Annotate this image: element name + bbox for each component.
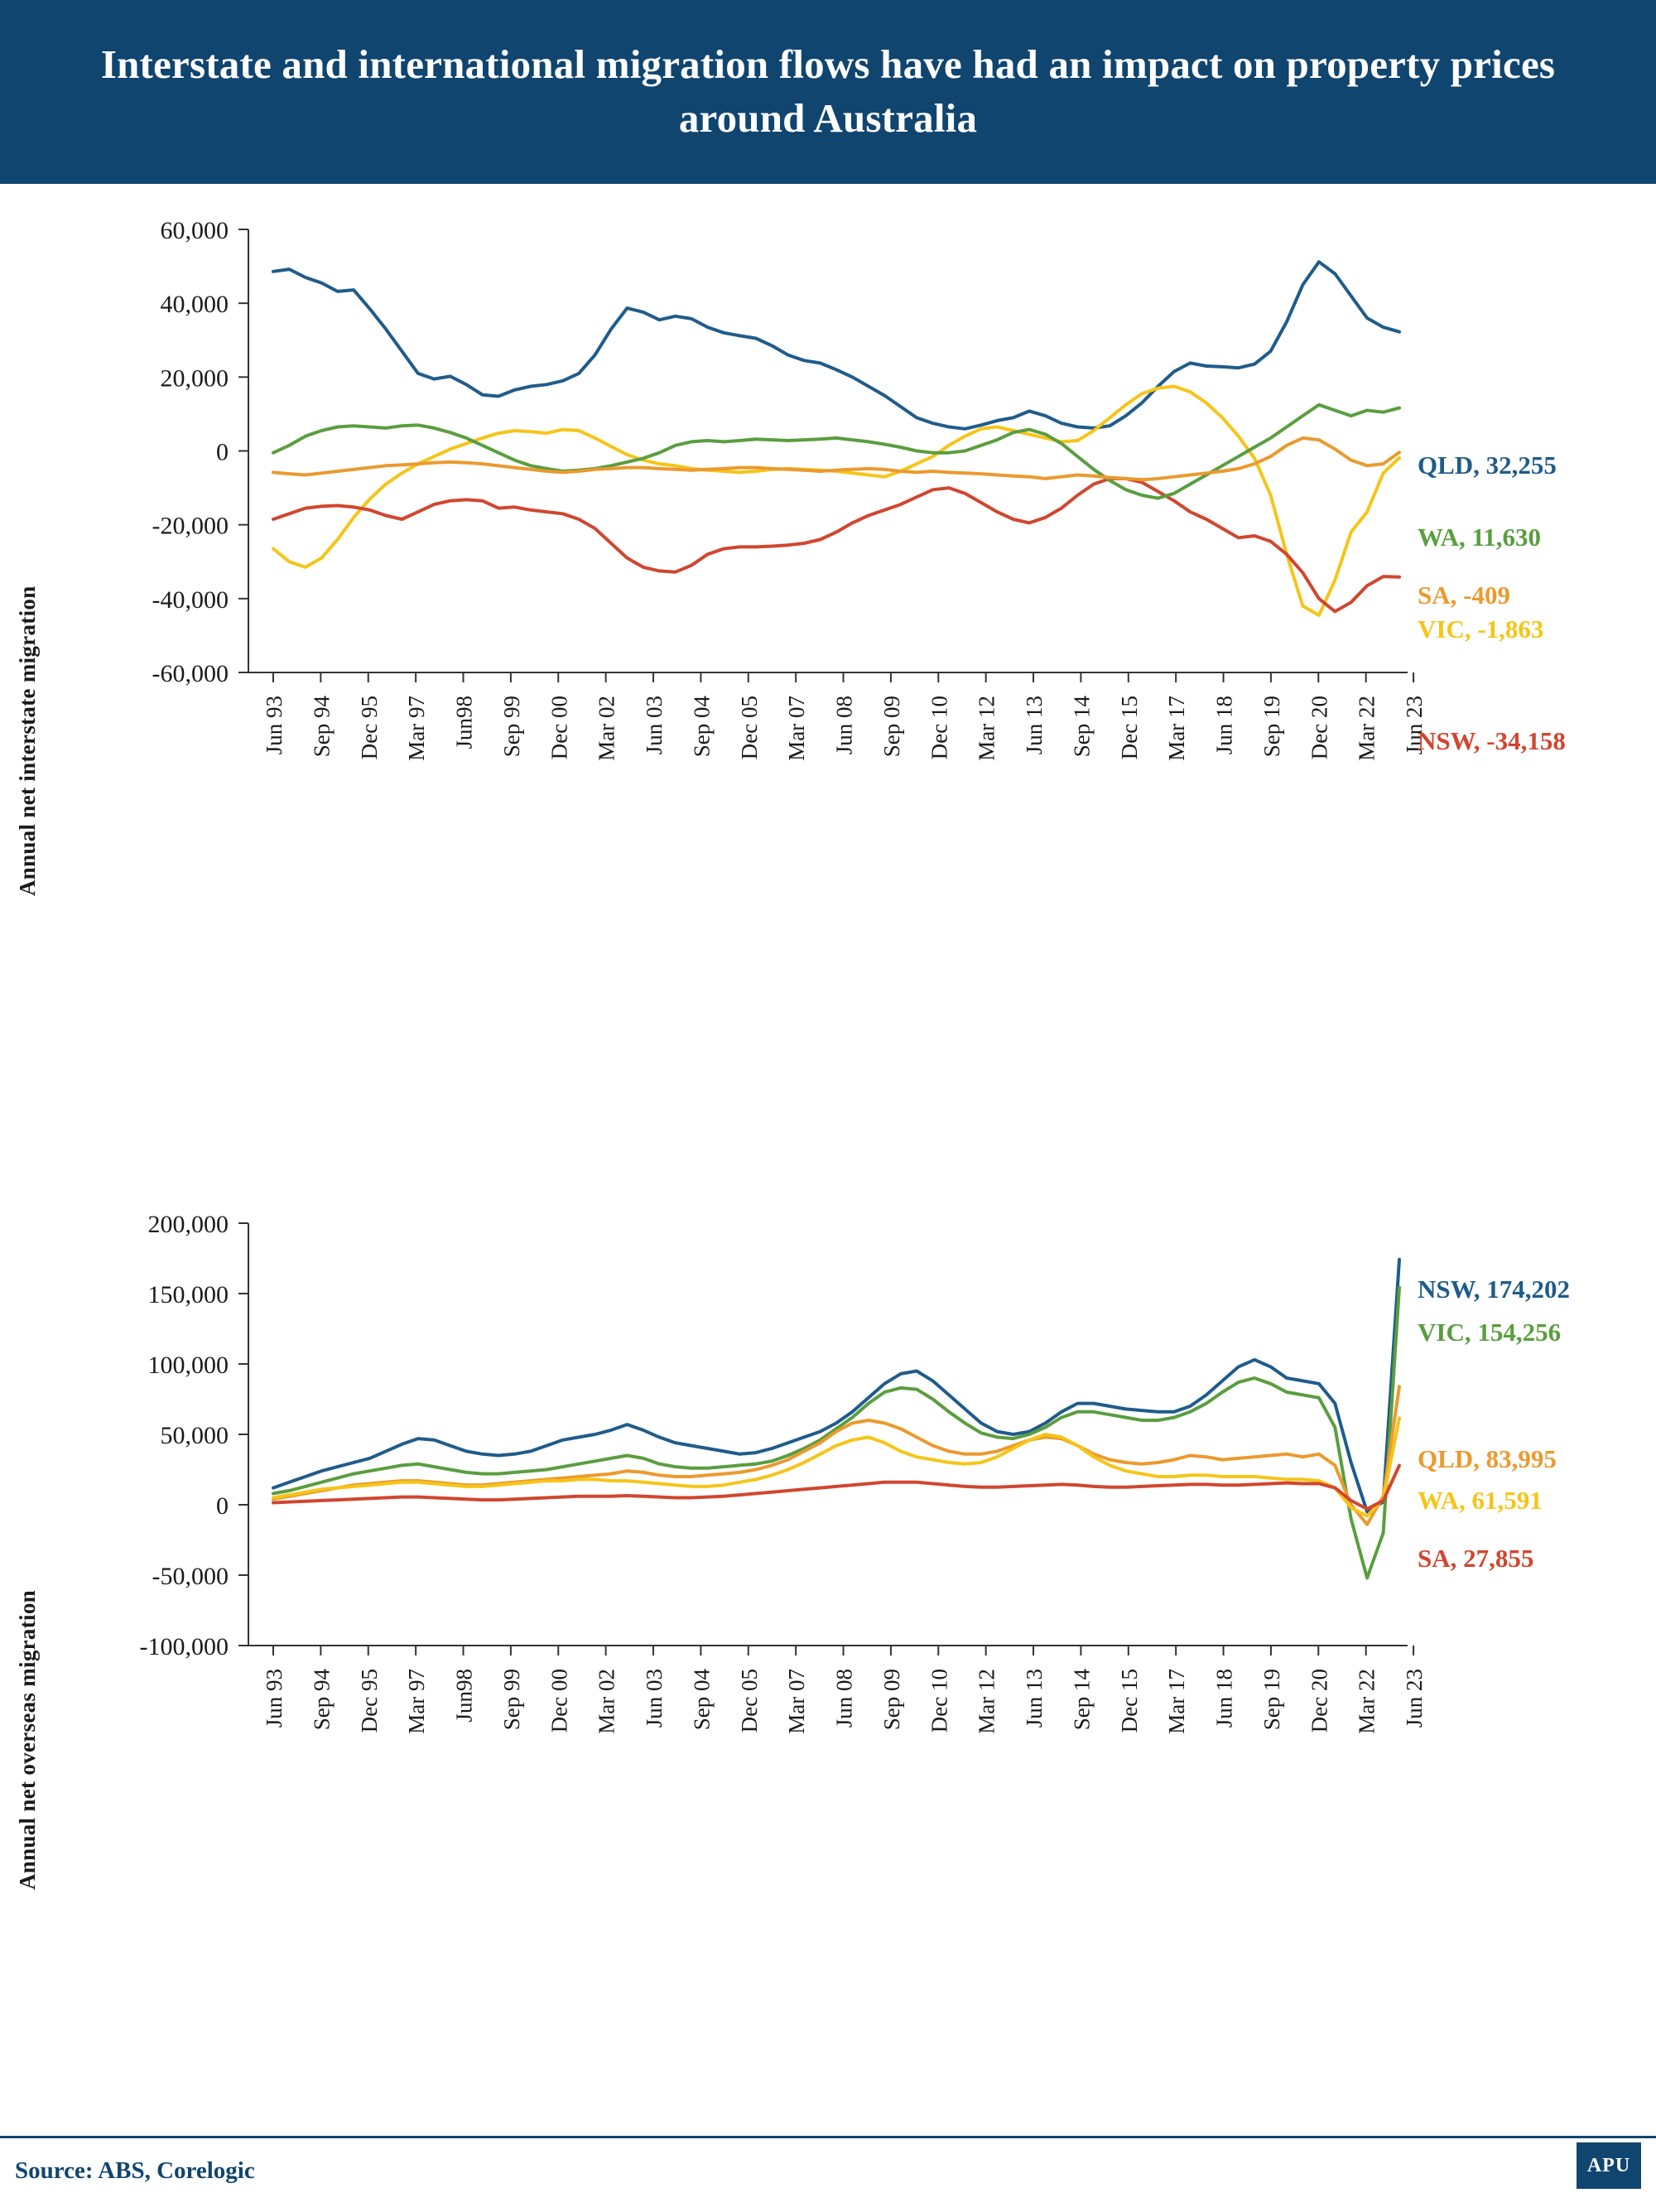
chart-interstate-migration [0,184,1656,1178]
x-tick-label: Sep 99 [498,1669,524,1731]
x-tick-label: Dec 10 [927,1669,952,1733]
x-tick-label: Jun 03 [642,1669,667,1728]
series-annotation: NSW, 174,202 [1418,1275,1571,1304]
y-tick-label: 0 [216,438,229,466]
series-annotation: QLD, 83,995 [1418,1444,1557,1473]
x-tick-label: Dec 20 [1307,1669,1332,1733]
apu-logo: APU [1577,2142,1641,2189]
series-line-sa [273,1466,1399,1510]
x-tick-label: Dec 10 [927,696,952,760]
y-tick-label: 40,000 [160,291,229,319]
x-tick-label: Dec 95 [356,696,382,760]
series-line-qld [273,1386,1399,1525]
x-tick-label: Mar 02 [594,1669,619,1734]
series-line-vic [273,387,1399,615]
x-tick-label: Sep 19 [1259,696,1284,758]
x-tick-label: Mar 22 [1354,696,1379,761]
y-tick-label: 100,000 [147,1352,229,1379]
x-tick-label: Mar 07 [784,695,810,761]
x-tick-label: Dec 20 [1307,696,1332,760]
y-tick-label: 200,000 [147,1211,229,1238]
x-tick-label: Sep 09 [879,1669,904,1731]
x-tick-label: Jun 93 [262,1669,286,1728]
x-tick-label: Jun 93 [262,696,286,755]
y-tick-label: -20,000 [152,512,229,540]
page-title: Interstate and international migration flows have had an impact on property prices around Australia [100,41,1556,141]
chart2-y-axis-label: Annual net overseas migration [15,1590,40,1890]
y-tick-label: -60,000 [152,660,229,687]
x-tick-label: Jun 23 [1402,696,1427,755]
series-line-nsw [273,479,1399,612]
series-annotation: SA, -409 [1418,581,1510,610]
x-tick-label: Dec 00 [546,696,572,760]
x-tick-label: Sep 09 [879,696,904,758]
x-tick-label: Mar 17 [1164,1669,1190,1734]
series-line-qld [273,262,1399,429]
x-tick-label: Jun 13 [1022,696,1047,755]
x-tick-label: Dec 00 [546,1669,572,1733]
chart-overseas-migration [0,1178,1656,2155]
x-tick-label: Dec 15 [1116,696,1142,760]
series-annotation: WA, 11,630 [1418,523,1541,552]
x-tick-label: Mar 97 [404,696,430,761]
x-tick-label: Sep 04 [689,696,715,758]
y-tick-label: 150,000 [147,1281,229,1308]
y-tick-label: -100,000 [139,1633,229,1660]
series-annotation: VIC, -1,863 [1418,614,1544,643]
x-tick-label: Dec 15 [1116,1669,1142,1733]
x-tick-label: Dec 05 [736,696,762,760]
footer [0,2136,1656,2212]
x-tick-label: Mar 17 [1164,696,1190,761]
series-annotation: QLD, 32,255 [1418,451,1557,480]
y-tick-label: 50,000 [160,1422,229,1449]
series-annotation: NSW, -34,158 [1418,726,1566,755]
y-tick-label: 0 [216,1492,229,1520]
chart1-y-axis-label: Annual net interstate migration [15,586,40,896]
series-annotation: SA, 27,855 [1418,1544,1534,1573]
footer-divider [0,2136,1656,2138]
header-banner [0,0,1656,184]
x-tick-label: Mar 12 [974,1669,999,1734]
x-tick-label: Sep 19 [1259,1669,1284,1731]
x-tick-label: Jun 03 [642,696,667,755]
x-tick-label: Jun98 [451,1669,477,1723]
x-tick-label: Sep 14 [1069,696,1095,758]
x-tick-label: Mar 12 [974,696,999,761]
x-tick-label: Sep 94 [309,696,335,758]
y-tick-label: -40,000 [152,586,229,614]
series-line-sa [273,438,1399,480]
x-tick-label: Dec 05 [736,1669,762,1733]
series-annotation: VIC, 154,256 [1418,1318,1562,1347]
x-tick-label: Mar 97 [404,1669,430,1734]
x-tick-label: Dec 95 [356,1669,382,1733]
x-tick-label: Jun 08 [831,696,857,755]
x-tick-label: Jun 23 [1402,1669,1427,1728]
y-tick-label: 60,000 [160,217,229,244]
y-tick-label: 20,000 [160,364,229,393]
x-tick-label: Jun 18 [1211,696,1237,755]
x-tick-label: Jun 18 [1211,1669,1237,1728]
chart1-plot [0,184,1656,1178]
chart2-plot [0,1178,1656,2155]
x-tick-label: Jun 08 [831,1669,857,1728]
x-tick-label: Mar 02 [594,696,619,761]
y-tick-label: -50,000 [152,1563,229,1590]
series-annotation: WA, 61,591 [1418,1486,1543,1515]
x-tick-label: Mar 22 [1354,1669,1379,1734]
x-tick-label: Mar 07 [784,1669,810,1734]
x-tick-label: Sep 04 [689,1669,715,1731]
x-tick-label: Sep 99 [498,696,524,758]
x-tick-label: Jun98 [451,696,477,749]
x-tick-label: Sep 94 [309,1669,335,1731]
x-tick-label: Jun 13 [1022,1669,1047,1728]
source-note: Source: ABS, Corelogic [15,2157,255,2184]
x-tick-label: Sep 14 [1069,1669,1095,1731]
